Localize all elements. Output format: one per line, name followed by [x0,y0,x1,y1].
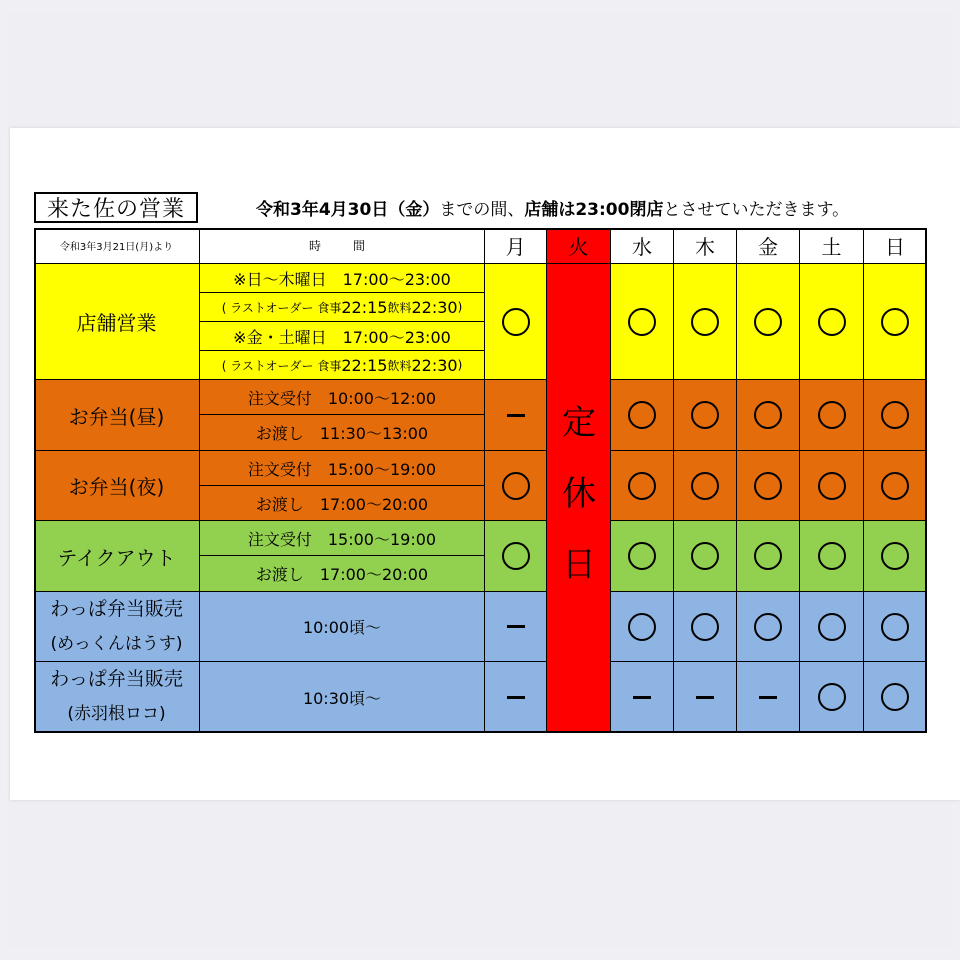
mark-store-sun [864,264,927,380]
mark-takeout-thu [674,521,737,592]
closed-char-2: 休 [562,474,596,514]
mark-wappa1-sat [800,592,864,662]
dash-icon [696,696,714,699]
open-circle-icon [628,613,656,641]
mark-store-fri [737,264,800,380]
closed-char-3: 日 [562,545,596,585]
mark-store-thu [674,264,737,380]
bento-lunch-pickup: お渡し 11:30～13:00 [200,415,485,451]
open-circle-icon [628,308,656,336]
mark-wappa2-thu [674,662,737,733]
open-circle-icon [691,401,719,429]
header-day-thu: 木 [674,228,737,264]
lo-food-time: 22:15 [341,355,388,375]
mark-bento-dinner-sat [800,451,864,521]
mark-wappa1-wed [611,592,674,662]
mark-wappa2-mon [485,662,547,733]
mark-bento-lunch-sat [800,380,864,451]
row-label-takeout: テイクアウト [34,521,200,592]
open-circle-icon [502,472,530,500]
open-circle-icon [628,542,656,570]
mark-wappa1-thu [674,592,737,662]
mark-bento-dinner-sun [864,451,927,521]
open-circle-icon [818,613,846,641]
open-circle-icon [881,308,909,336]
mark-bento-lunch-fri [737,380,800,451]
lo-suffix: ) [457,358,463,372]
wappa-meckun-time: 10:00頃～ [200,592,485,662]
mark-wappa2-sun [864,662,927,733]
header-day-sat: 土 [800,228,864,264]
lo-food-time: 22:15 [341,297,388,317]
mark-bento-dinner-wed [611,451,674,521]
wappa-label-main: わっぱ弁当販売 [50,668,183,690]
store-time-weekday: ※日～木曜日 17:00～23:00 [200,264,485,293]
lo-mid: 飲料 [387,300,412,315]
open-circle-icon [881,472,909,500]
dash-icon [507,625,525,628]
lo-prefix: ( ラストオーダー 食事 [221,358,342,373]
open-circle-icon [881,542,909,570]
header-day-mon: 月 [485,228,547,264]
open-circle-icon [754,542,782,570]
open-circle-icon [881,683,909,711]
mark-bento-lunch-thu [674,380,737,451]
open-circle-icon [691,613,719,641]
mark-takeout-fri [737,521,800,592]
mark-wappa1-fri [737,592,800,662]
dash-icon [507,696,525,699]
dash-icon [759,696,777,699]
mark-wappa2-wed [611,662,674,733]
open-circle-icon [502,542,530,570]
wappa-label-place: (めっくんはうす) [50,633,183,654]
row-label-wappa-akabane [34,662,200,733]
mark-takeout-mon [485,521,547,592]
row-label-bento-dinner: お弁当(夜) [34,451,200,521]
dash-icon [507,414,525,417]
open-circle-icon [691,542,719,570]
takeout-pickup: お渡し 17:00～20:00 [200,556,485,592]
mark-bento-dinner-mon [485,451,547,521]
mark-takeout-sat [800,521,864,592]
open-circle-icon [818,472,846,500]
mark-bento-dinner-fri [737,451,800,521]
store-last-order-weekday [200,293,485,322]
header-day-wed: 水 [611,228,674,264]
open-circle-icon [628,472,656,500]
notice-text-1: までの間、 [439,200,525,220]
header-day-fri: 金 [737,228,800,264]
open-circle-icon [502,308,530,336]
mark-bento-lunch-mon [485,380,547,451]
wappa-label-place: (赤羽根ロコ) [67,704,166,724]
open-circle-icon [881,613,909,641]
lo-drink-time: 22:30 [411,297,458,317]
open-circle-icon [818,308,846,336]
header-day-tue: 火 [547,228,611,264]
row-label-wappa-meckun [34,592,200,662]
bento-lunch-order: 注文受付 10:00～12:00 [200,380,485,415]
open-circle-icon [628,401,656,429]
store-last-order-weekend [200,351,485,380]
mark-bento-lunch-sun [864,380,927,451]
notice-text-2: とさせていただきます。 [663,200,850,220]
open-circle-icon [818,683,846,711]
mark-wappa2-fri [737,662,800,733]
open-circle-icon [754,401,782,429]
store-time-weekend: ※金・土曜日 17:00～23:00 [200,322,485,351]
open-circle-icon [754,308,782,336]
closing-notice [256,195,849,220]
notice-closing-time: 店舗は23:00閉店 [524,200,664,220]
mark-wappa1-sun [864,592,927,662]
mark-store-wed [611,264,674,380]
bento-dinner-pickup: お渡し 17:00～20:00 [200,486,485,521]
open-circle-icon [818,401,846,429]
notice-date: 令和3年4月30日（金） [256,200,440,220]
lo-mid: 飲料 [387,358,412,373]
header-date: 令和3年3月21日(月)より [34,228,200,264]
mark-takeout-sun [864,521,927,592]
lo-suffix: ) [457,300,463,314]
open-circle-icon [754,613,782,641]
open-circle-icon [691,472,719,500]
open-circle-icon [881,401,909,429]
header-time: 時 間 [200,228,485,264]
takeout-order: 注文受付 15:00～19:00 [200,521,485,556]
lo-drink-time: 22:30 [411,355,458,375]
closed-char-1: 定 [562,403,596,443]
mark-wappa1-mon [485,592,547,662]
bento-dinner-order: 注文受付 15:00～19:00 [200,451,485,486]
mark-bento-lunch-wed [611,380,674,451]
open-circle-icon [691,308,719,336]
wappa-akabane-time: 10:30頃～ [200,662,485,733]
mark-store-mon [485,264,547,380]
header-day-sun: 日 [864,228,927,264]
mark-wappa2-sat [800,662,864,733]
dash-icon [633,696,651,699]
open-circle-icon [818,542,846,570]
mark-takeout-wed [611,521,674,592]
mark-store-sat [800,264,864,380]
row-label-bento-lunch: お弁当(昼) [34,380,200,451]
lo-prefix: ( ラストオーダー 食事 [221,300,342,315]
mark-bento-dinner-thu [674,451,737,521]
wappa-label-main: わっぱ弁当販売 [50,597,183,620]
page-title: 来た佐の営業 [34,192,198,223]
open-circle-icon [754,472,782,500]
row-label-store: 店舗営業 [34,264,200,380]
